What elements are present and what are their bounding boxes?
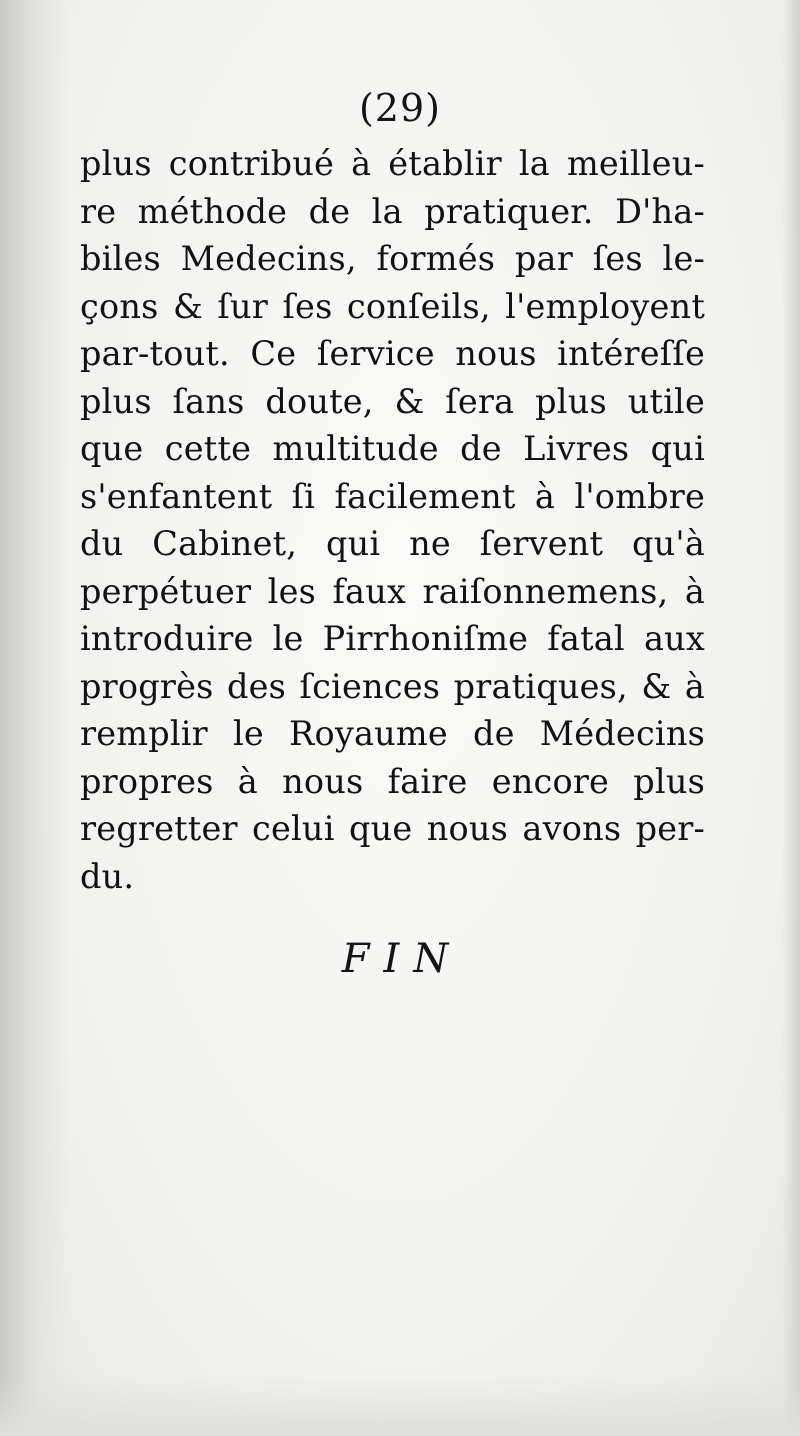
text-line: regretter celui que nous avons per-: [80, 809, 705, 848]
page-gutter-shadow: [0, 0, 70, 1436]
text-line: propres à nous faire encore plus: [80, 761, 705, 801]
text-line: biles Medecins, formés par ſes le-: [80, 239, 705, 278]
text-line: plus contribué à établir la meilleu-: [80, 144, 705, 183]
text-line: progrès des ſciences pratiques, & à: [80, 666, 705, 706]
end-mark: FIN: [341, 936, 463, 982]
page-number: (29): [358, 86, 441, 130]
page-edge-shadow: [782, 0, 800, 1436]
page-bottom-shadow: [0, 1376, 800, 1436]
text-line: çons & ſur ſes conſeils, l'employent: [80, 286, 705, 326]
text-line: perpétuer les faux raiſonnemens, à: [80, 571, 705, 611]
text-line: du.: [80, 856, 135, 896]
text-line: que cette multitude de Livres qui: [80, 429, 705, 468]
body-text: [80, 140, 705, 900]
text-line: plus ſans doute, & ſera plus utile: [80, 381, 705, 421]
text-line: re méthode de la pratiquer. D'ha-: [80, 191, 705, 231]
text-line: introduire le Pirrhoniſme fatal aux: [80, 619, 705, 658]
text-line: s'enfantent ſi facilement à l'ombre: [80, 476, 705, 516]
text-line: du Cabinet, qui ne ſervent qu'à: [80, 524, 705, 563]
text-line: remplir le Royaume de Médecins: [80, 714, 705, 753]
text-line: par-tout. Ce ſervice nous intéreſſe: [80, 334, 705, 373]
